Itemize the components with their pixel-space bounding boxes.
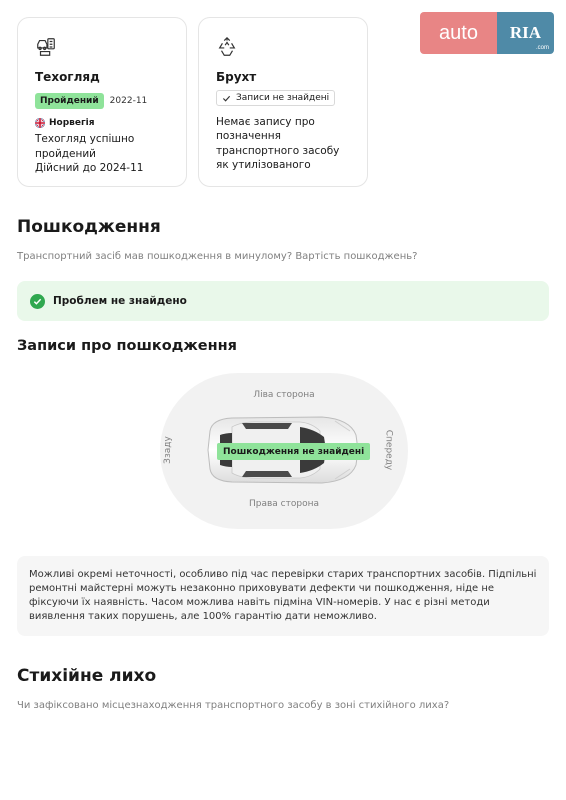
damage-question: Транспортний засіб мав пошкодження в минулому? Вартість пошкоджень? bbox=[17, 251, 418, 262]
car-inspection-icon bbox=[35, 36, 57, 58]
scrap-description: Немає запису про позначення транспортного засобу як утилізованого bbox=[216, 115, 340, 171]
autoria-logo bbox=[420, 12, 554, 54]
inspection-card bbox=[17, 17, 187, 187]
disclaimer-text: Можливі окремі неточності, особливо під час перевірки старих транспортних засобів. Підпільні ремонтні майстерні можуть незаконно приховувати дефекти чи пошкодження, ніде не фіксуючи їх наявність. Часом можлива навіть підміна VIN-номерів. У нас є різні методи виявлення таких порушень, але 100% гарантію дати неможливо. bbox=[29, 569, 537, 622]
scrap-status-badge bbox=[216, 90, 335, 106]
left-side-label: Ліва сторона bbox=[253, 390, 315, 400]
scrap-status-text: Записи не знайдені bbox=[236, 93, 330, 103]
logo-ria-part bbox=[497, 12, 554, 54]
disaster-question: Чи зафіксовано місцезнаходження транспортного засобу в зоні стихійного лиха? bbox=[17, 700, 450, 711]
recycle-icon bbox=[216, 36, 238, 58]
inspection-title: Техогляд bbox=[35, 70, 100, 84]
front-label: Спереду bbox=[383, 429, 394, 471]
logo-auto-part: auto bbox=[420, 12, 497, 54]
no-damage-badge: Пошкодження не знайдені bbox=[217, 443, 370, 460]
uk-flag-icon bbox=[35, 118, 45, 128]
rear-label: Ззаду bbox=[162, 436, 173, 464]
inspection-result-text: Техогляд успішно пройдений bbox=[35, 133, 135, 160]
check-circle-icon bbox=[30, 294, 45, 309]
inspection-status-badge: Пройдений bbox=[35, 93, 104, 109]
damage-diagram bbox=[160, 373, 408, 529]
logo-ria-text: RIA bbox=[509, 23, 542, 42]
scrap-title: Брухт bbox=[216, 70, 257, 84]
inspection-valid-until: Дійсний до 2024-11 bbox=[35, 162, 144, 174]
inspection-date: 2022-11 bbox=[109, 96, 148, 106]
right-side-label: Права сторона bbox=[249, 499, 319, 509]
scrap-card bbox=[198, 17, 368, 187]
disclaimer-box bbox=[17, 556, 549, 636]
check-icon bbox=[222, 94, 231, 103]
disaster-heading: Стихійне лихо bbox=[17, 666, 157, 686]
damage-status-text: Проблем не знайдено bbox=[53, 295, 187, 307]
inspection-country: Норвегія bbox=[49, 118, 95, 128]
damage-heading: Пошкодження bbox=[17, 217, 161, 237]
damage-status-banner bbox=[17, 281, 549, 321]
damage-records-heading: Записи про пошкодження bbox=[17, 338, 237, 354]
logo-ria-domain: .com bbox=[535, 45, 549, 51]
